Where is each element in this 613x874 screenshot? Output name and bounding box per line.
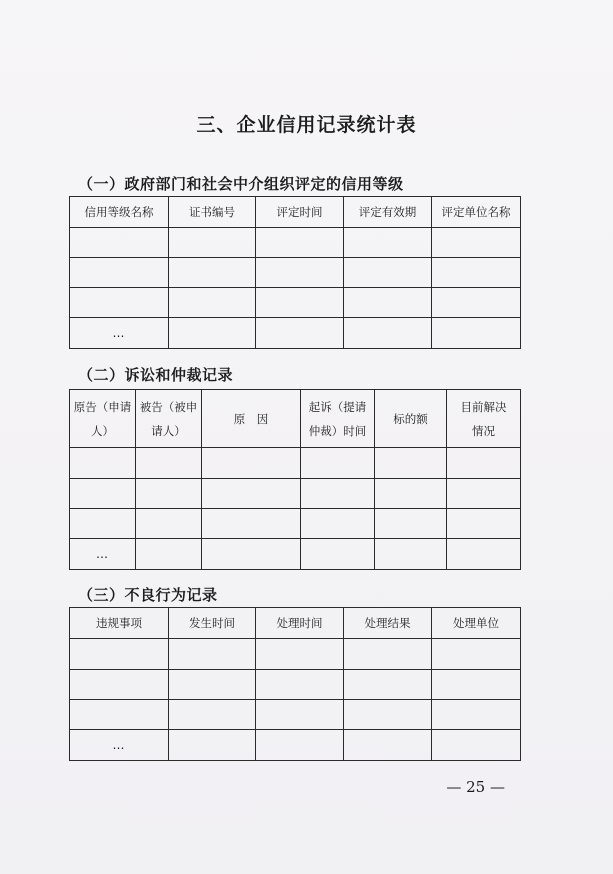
page-title: 三、企业信用记录统计表 xyxy=(196,114,417,136)
table-row xyxy=(70,288,521,318)
table-header-row xyxy=(70,390,521,448)
column-header: 起诉（提请 仲裁）时间 xyxy=(301,390,375,448)
column-header: 证书编号 xyxy=(169,197,256,228)
page-number: — 25 — xyxy=(446,778,505,796)
table-row xyxy=(70,228,521,258)
column-header: 处理单位 xyxy=(432,608,521,639)
section3-heading: （三）不良行为记录 xyxy=(78,586,218,604)
table-row xyxy=(70,258,521,288)
table-row xyxy=(70,670,521,700)
credit-rating-table xyxy=(69,196,521,349)
table-row xyxy=(70,448,521,479)
column-header: 处理结果 xyxy=(344,608,432,639)
table-row xyxy=(70,318,521,349)
column-header: 原告（申请 人） xyxy=(70,390,136,448)
table-row xyxy=(70,539,521,570)
column-header: 标的额 xyxy=(375,390,447,448)
ellipsis-marker: … xyxy=(112,738,126,752)
section1-heading: （一）政府部门和社会中介组织评定的信用等级 xyxy=(78,175,404,193)
column-header: 评定单位名称 xyxy=(432,197,521,228)
column-header: 被告（被申 请人） xyxy=(136,390,202,448)
column-header: 评定有效期 xyxy=(344,197,432,228)
column-header: 处理时间 xyxy=(256,608,344,639)
table-row xyxy=(70,509,521,539)
table-row xyxy=(70,479,521,509)
misconduct-table xyxy=(69,607,521,761)
column-header: 信用等级名称 xyxy=(70,197,169,228)
table-header-row xyxy=(70,608,521,639)
column-header: 原 因 xyxy=(202,390,301,448)
litigation-table xyxy=(69,389,521,570)
column-header: 目前解决 情况 xyxy=(447,390,521,448)
ellipsis-marker: … xyxy=(112,326,126,340)
column-header: 评定时间 xyxy=(256,197,344,228)
ellipsis-marker: … xyxy=(96,547,109,561)
table-row xyxy=(70,730,521,761)
section2-heading: （二）诉讼和仲裁记录 xyxy=(78,366,234,384)
column-header: 发生时间 xyxy=(169,608,256,639)
table-header-row xyxy=(70,197,521,228)
table-row xyxy=(70,700,521,730)
table-row xyxy=(70,639,521,670)
column-header: 违规事项 xyxy=(70,608,169,639)
